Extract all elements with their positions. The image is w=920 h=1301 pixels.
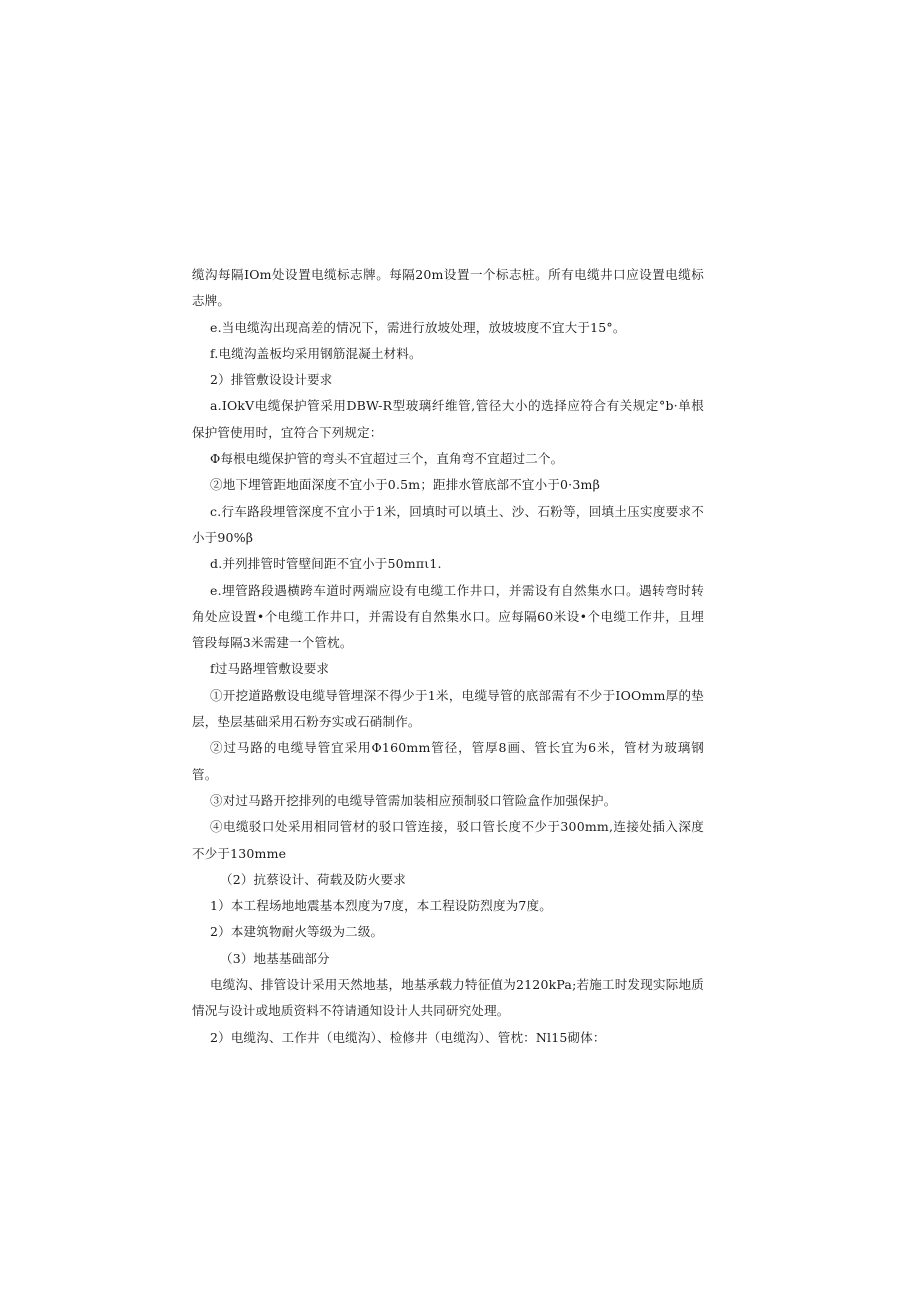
document-page — [192, 262, 704, 1051]
paragraph-joint: ④电缆驳口处采用相同管材的驳口管连接，驳口管长度不少于300mm,连接处插入深度不少于130mme — [192, 819, 704, 861]
paragraph-masonry: 2）电缆沟、工作井（电缆沟）、检修井（电缆沟）、管枕：Nl15砌体： — [210, 1029, 606, 1045]
paragraph-crossing: e.埋管路段遇横跨车道时两端应设有电缆工作井口，并需设有自然集水口。遇转弯时转角处应设置•个电缆工作井口，并需设有自然集水口。应每隔60米设•个电缆工作井，且埋管段每隔3米需建一个管枕。 — [192, 582, 704, 651]
paragraph-cover-plate: f.电缆沟盖板均采用钢筋混凝土材料。 — [210, 345, 422, 361]
paragraph-burial-depth: ②地下埋管距地面深度不宜小于0.5m；距排水管底部不宜小于0·3mβ — [210, 477, 600, 493]
paragraph-fire-rating: 2）本建筑物耐火等级为二级。 — [210, 924, 384, 940]
heading-duct-requirements: 2）排管敷设设计要求 — [210, 372, 333, 388]
heading-road-crossing: f过马路埋管敷设要求 — [210, 661, 330, 677]
paragraph-protection-pipe: a.IOkV电缆保护管采用DBW-R型玻璃纤维管,管径大小的选择应符合有关规定°b·单根保护管使用时，宜符合下列规定： — [192, 398, 704, 440]
paragraph-pipe-spacing: d.并列排管时管壁间距不宜小于50mπι1. — [210, 556, 442, 572]
paragraph-cable-marker: 缆沟每隔IOm处设置电缆标志牌。每隔20m设置一个标志桩。所有电缆井口应设置电缆标志牌。 — [192, 267, 704, 309]
paragraph-conduit-size: ②过马路的电缆导管宜采用Φ160mm管径，管厚8画、管长宜为6米，管材为玻璃钢管。 — [192, 740, 704, 782]
paragraph-bends: Φ每根电缆保护管的弯头不宜超过三个，直角弯不宜超过二个。 — [210, 451, 564, 467]
paragraph-slope: e.当电缆沟出现高差的情况下，需进行放坡处理，放坡坡度不宜大于15°。 — [210, 319, 626, 335]
heading-foundation: （3）地基基础部分 — [220, 950, 330, 966]
paragraph-natural-foundation: 电缆沟、排管设计采用天然地基，地基承载力特征值为2120kPa;若施工时发现实际地质情况与设计或地质资料不符请通知设计人共同研究处理。 — [192, 977, 704, 1019]
heading-seismic: （2）抗蔡设计、荷载及防火要求 — [220, 871, 406, 887]
paragraph-seismic-intensity: 1）本工程场地地震基本烈度为7度，本工程设防烈度为7度。 — [210, 898, 552, 914]
paragraph-protection-box: ③对过马路开挖排列的电缆导管需加装相应预制驳口管险盒作加强保护。 — [210, 792, 617, 808]
paragraph-road-section: c.行车路段埋管深度不宜小于1米，回填时可以填土、沙、石粉等，回填土压实度要求不小于90%β — [192, 503, 704, 545]
paragraph-excavation: ①开挖道路敷设电缆导管埋深不得少于1米，电缆导管的底部需有不少于IOOmm厚的垫层，垫层基础采用石粉夯实或石硝制作。 — [192, 687, 704, 730]
